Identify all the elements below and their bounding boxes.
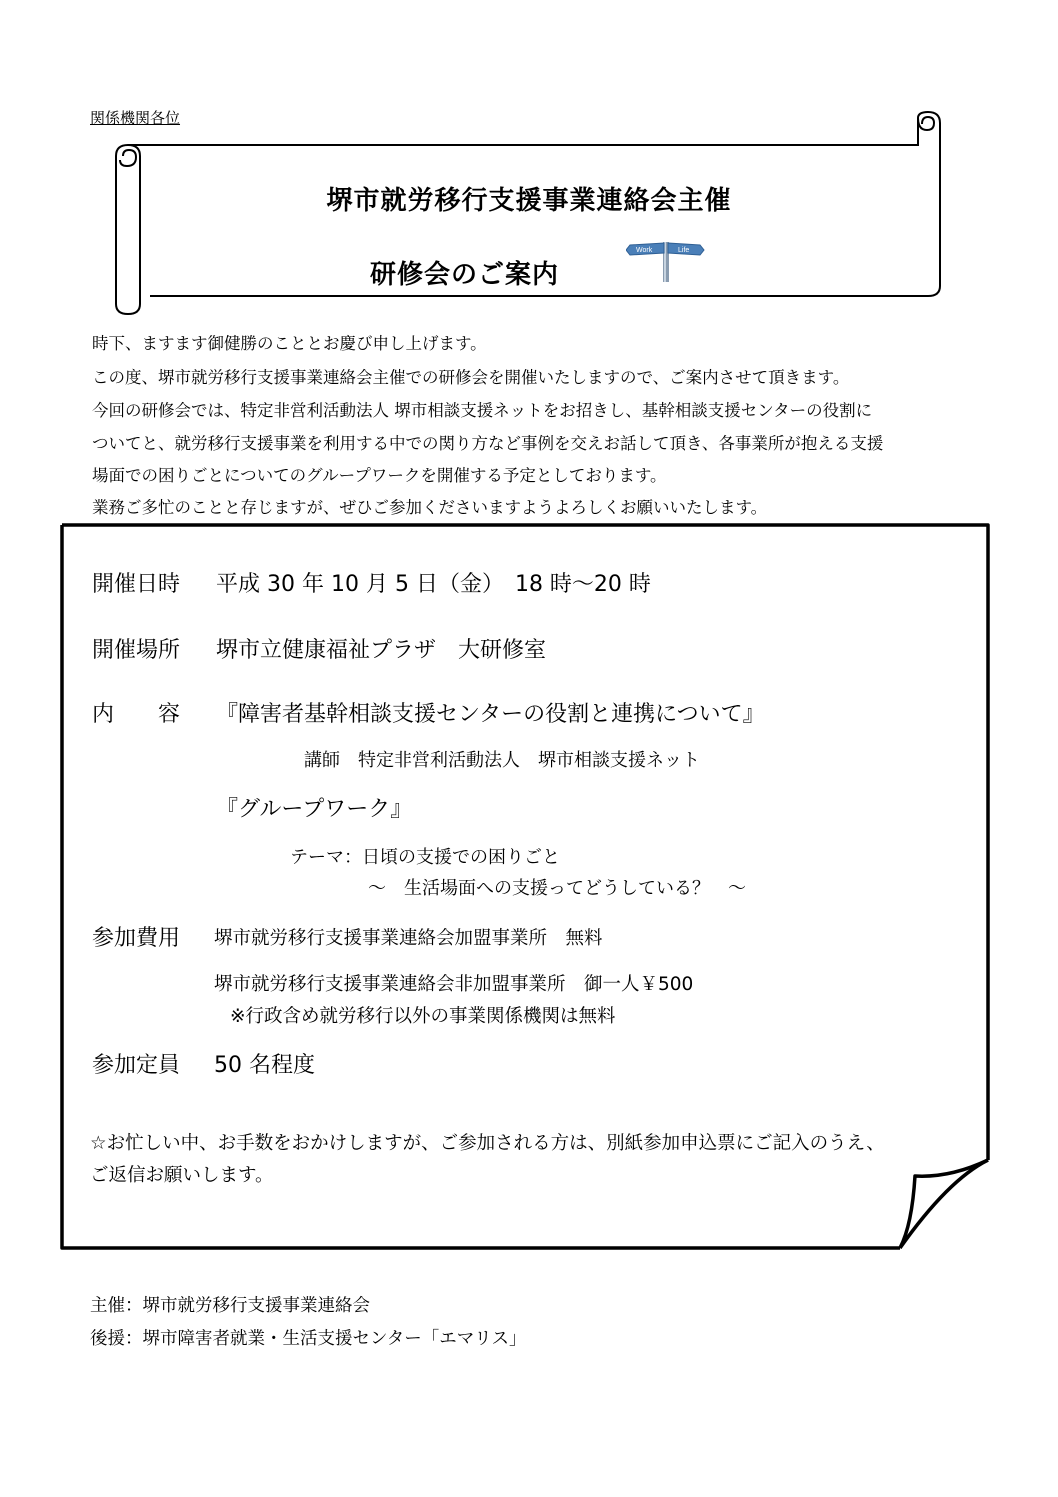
request-line-1: ☆お忙しい中、お手数をおかけしますが、ご参加される方は、別紙参加申込票にご記入のうえ、 (90, 1133, 885, 1154)
venue-value: 堺市立健康福祉プラザ 大研修室 (216, 638, 547, 663)
intro-line-6: 業務ご多忙のことと存じますが、ぜひご参加くださいますようよろしくお願いいたします。 (92, 498, 768, 517)
capacity-label: 参加定員 (92, 1053, 181, 1078)
date-value: 平成 30 年 10 月 5 日（金） 18 時～20 時 (216, 572, 651, 597)
venue-label: 開催場所 (92, 638, 181, 663)
content-label: 内 容 (92, 702, 181, 727)
request-line-2: ご返信お願いします。 (90, 1165, 274, 1186)
date-label: 開催日時 (92, 572, 181, 597)
intro-line-3: 今回の研修会では、特定非営利活動法人 堺市相談支援ネットをお招きし、基幹相談支援センターの役割に (92, 401, 873, 420)
theme-line-1: テーマ：日頃の支援での困りごと (290, 847, 560, 868)
fee-note: ※行政含め就労移行以外の事業関係機関は無料 (230, 1006, 616, 1027)
fee-label: 参加費用 (92, 926, 181, 951)
theme-line-2: ～ 生活場面への支援ってどうしている？ ～ (368, 878, 746, 899)
content-title-1: 『障害者基幹相談支援センターの役割と連携について』 (216, 702, 765, 727)
organizer: 主催：堺市就労移行支援事業連絡会 (90, 1296, 370, 1316)
capacity-value: 50 名程度 (214, 1053, 315, 1078)
fee-line-2: 堺市就労移行支援事業連絡会非加盟事業所 御一人￥500 (214, 974, 694, 995)
signpost-work-label: Work (636, 247, 653, 254)
signpost-life-label: Life (678, 247, 690, 254)
addressee: 関係機関各位 (90, 109, 181, 127)
supporter: 後援：堺市障害者就業・生活支援センター「エマリス」 (90, 1329, 527, 1349)
fee-line-1: 堺市就労移行支援事業連絡会加盟事業所 無料 (214, 928, 603, 949)
intro-line-1: 時下、ますます御健勝のこととお慶び申し上げます。 (92, 334, 487, 353)
intro-line-5: 場面での困りごとについてのグループワークを開催する予定としております。 (92, 466, 667, 485)
intro-line-2: この度、堺市就労移行支援事業連絡会主催での研修会を開催いたしますので、ご案内させて頂きます。 (92, 368, 850, 387)
title-line1: 堺市就労移行支援事業連絡会主催 (326, 186, 732, 216)
lecturer: 講師 特定非営利活動法人 堺市相談支援ネット (304, 750, 700, 771)
content-title-2: 『グループワーク』 (216, 797, 413, 822)
title-line2: 研修会のご案内 (370, 260, 560, 290)
intro-line-4: ついてと、就労移行支援事業を利用する中での関り方など事例を交えお話して頂き、各事業所が抱える支援 (92, 434, 884, 453)
